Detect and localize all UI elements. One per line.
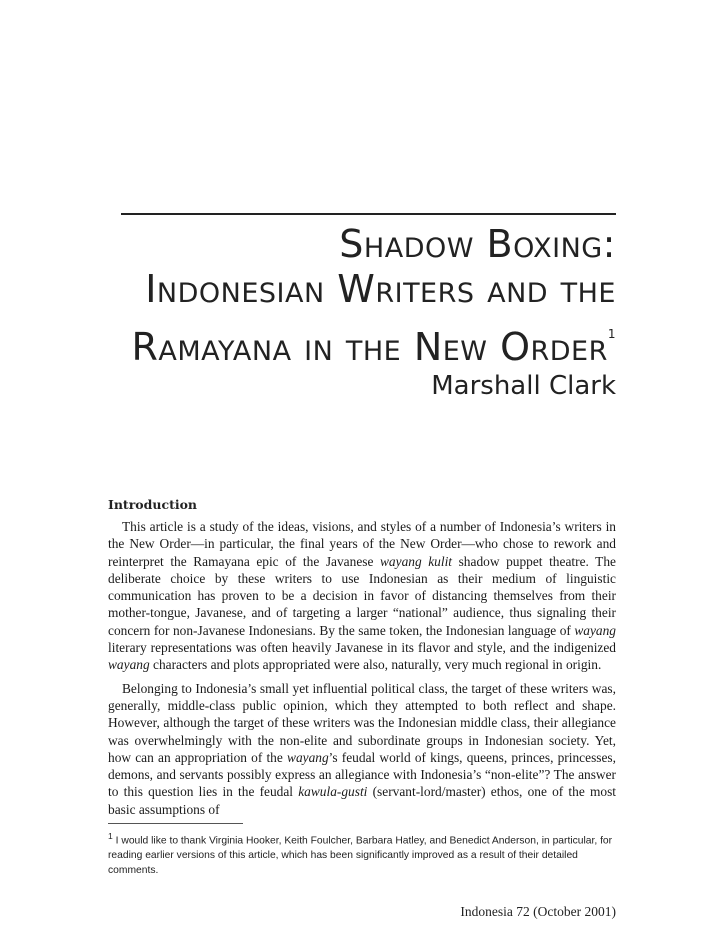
footnote-text: I would like to thank Virginia Hooker, Keith Foulcher, Barbara Hatley, and Benedict Anderson, in particular, for reading earlier versions of this article, which has been significantly improved as a result of their detailed comments. (108, 835, 613, 877)
article-title (131, 222, 616, 370)
footnote-marker: 1 (108, 831, 113, 841)
title-line-1: Shadow Boxing: (339, 222, 616, 266)
body-text (108, 518, 616, 818)
title-footnote-marker: 1 (607, 327, 616, 341)
paragraph: Belonging to Indonesia’s small yet influential political class, the target of these writers was, generally, middle-class public opinion, which they attempted to both reflect and shape. However, although the target of these writers was the Indonesian middle class, their allegiance was overwhelmingly with the non-elite and subordinate groups in Indonesian society. Yet, how can an appropriation of the wayang’s feudal world of kings, queens, princes, princesses, demons, and servants possibly express an allegiance with Indonesia’s “non-elite”? The answer to this question lies in the feudal kawula-gusti (servant-lord/master) ethos, one of the most basic assumptions of (108, 680, 617, 817)
section-heading: Introduction (108, 497, 198, 512)
running-footer: Indonesia 72 (October 2001) (460, 904, 616, 919)
title-line-3-text: Ramayana in the New Order (131, 325, 608, 369)
title-rule (121, 213, 616, 215)
author-name: Marshall Clark (431, 371, 616, 401)
footnote-rule (108, 823, 243, 824)
footnote (108, 829, 616, 879)
paragraph: This article is a study of the ideas, visions, and styles of a number of Indonesia’s writers in the New Order—in particular, the final years of the New Order—who chose to rework and reinterpret the Ramayana epic of the Javanese wayang kulit shadow puppet theatre. The deliberate choice by these writers to use Indonesian as their medium of linguistic communication has proven to be a decision in favor of distancing themselves from their mother-tongue, Javanese, and of targeting a larger “national” audience, thus signaling their concern for non-Javanese Indonesians. By the same token, the Indonesian language of wayang literary representations was often heavily Javanese in its flavor and style, and the indigenized wayang characters and plots appropriated were also, naturally, very much regional in origin. (108, 519, 616, 673)
title-line-3 (131, 312, 616, 370)
title-line-2: Indonesian Writers and the (145, 267, 616, 311)
